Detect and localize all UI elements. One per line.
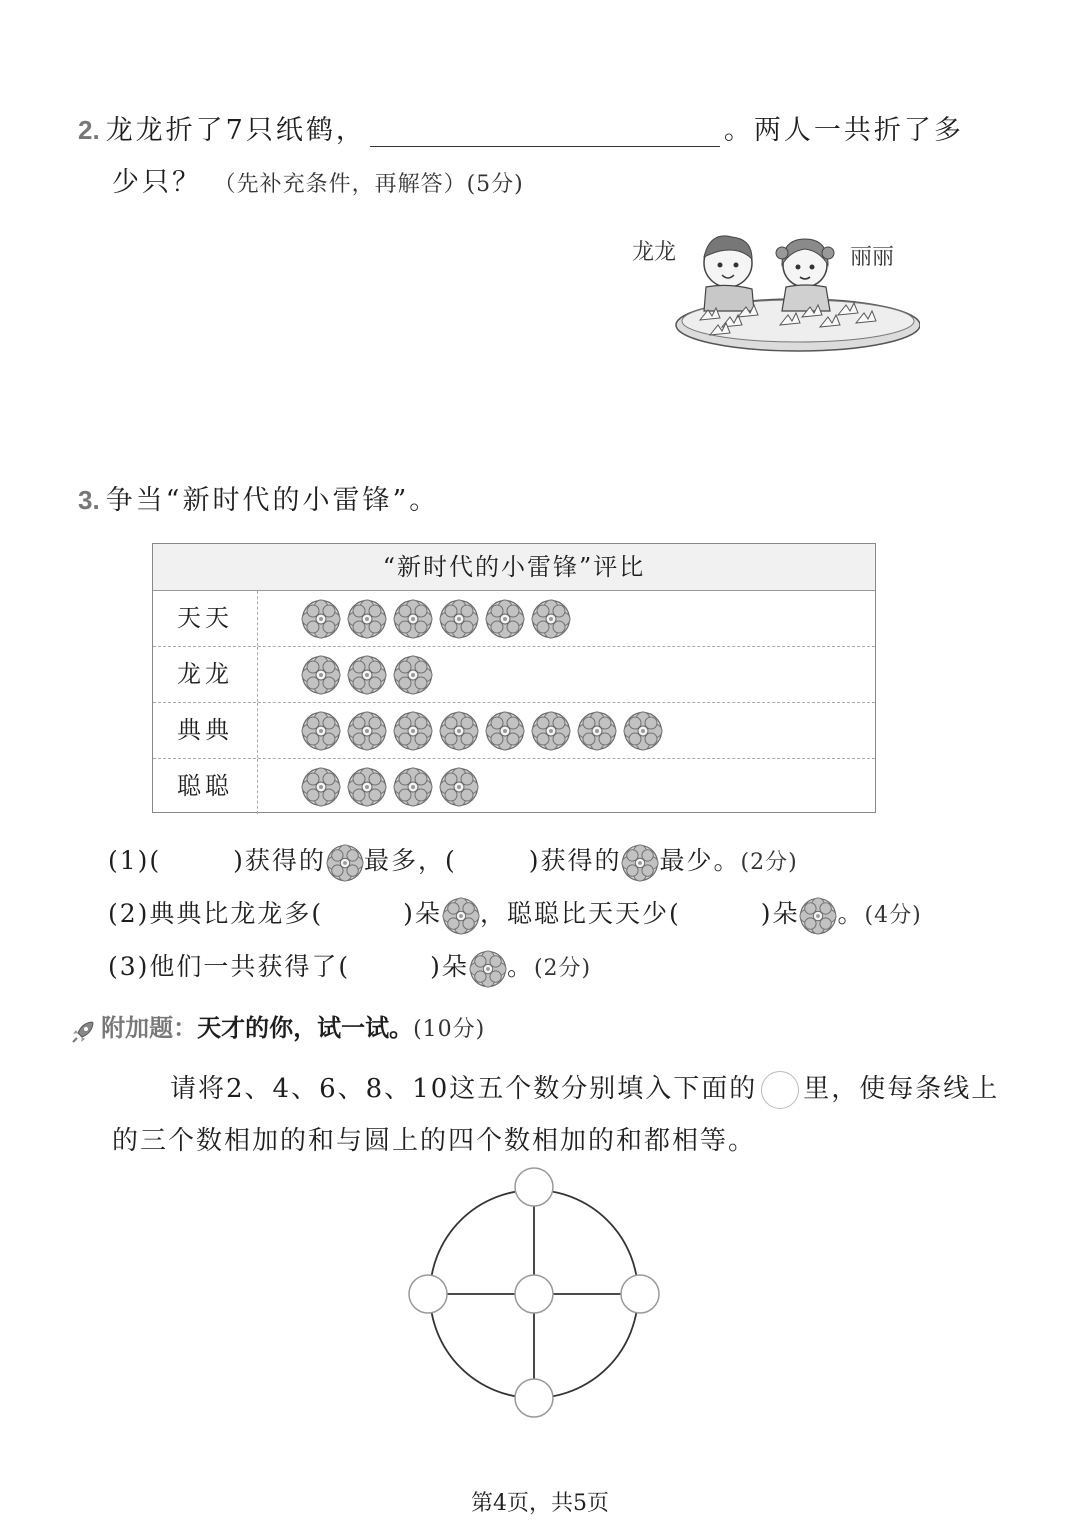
flower-icon (347, 767, 387, 807)
rocket-icon (70, 1019, 96, 1045)
sub1-part-d: )获得的 (528, 846, 622, 875)
circle-puzzle-diagram (400, 1160, 670, 1430)
sub1-part-c: 最多，( (363, 846, 457, 875)
flower-icon (469, 950, 507, 988)
question-3-title-line (78, 478, 439, 517)
circle-symbol (761, 1071, 799, 1109)
flower-icon (347, 711, 387, 751)
question-2-number: 2. (78, 115, 100, 145)
sub2-part-e: 。 (837, 899, 865, 928)
condition-blank[interactable] (370, 120, 720, 147)
bonus-title: 天才的你，试一试。 (197, 1014, 414, 1042)
question-2-line-2 (112, 160, 524, 199)
sub3-score: (2分) (533, 956, 592, 981)
number-slot-left[interactable] (409, 1275, 447, 1313)
row-flowers (301, 711, 669, 751)
illustration-name-lili: 丽丽 (850, 245, 895, 270)
flower-icon (347, 655, 387, 695)
table-row (153, 647, 875, 703)
bonus-line1-before: 请将2、4、6、8、10这五个数分别填入下面的 (170, 1074, 758, 1104)
question-3-number: 3. (78, 485, 100, 515)
sub2-part-c: ，聪聪比天天少( (479, 899, 681, 928)
flower-icon (439, 711, 479, 751)
sub2-part-d: )朵 (760, 899, 800, 928)
sub2-part-a: (2)典典比龙龙多( (108, 899, 324, 928)
row-name: 聪聪 (153, 759, 258, 814)
row-name: 天天 (153, 591, 258, 646)
question-2-line2-main: 少只？ (112, 167, 202, 198)
question-2-line-1 (78, 108, 964, 147)
flower-icon (301, 599, 341, 639)
flower-icon (393, 711, 433, 751)
sub-question-1 (108, 842, 798, 882)
flower-icon (393, 767, 433, 807)
sub1-part-e: 最少。 (659, 846, 741, 875)
flower-icon (577, 711, 617, 751)
flower-icon (621, 844, 659, 882)
evaluation-table (152, 543, 876, 813)
flower-icon (301, 655, 341, 695)
flower-icon (485, 599, 525, 639)
row-flowers (301, 599, 577, 639)
row-flowers (301, 767, 485, 807)
flower-icon (393, 599, 433, 639)
row-flowers (301, 655, 439, 695)
bonus-score: (10分) (413, 1017, 486, 1042)
bonus-heading (70, 1008, 485, 1045)
table-row (153, 703, 875, 759)
bonus-line-2: 的三个数相加的和与圆上的四个数相加的和都相等。 (112, 1126, 757, 1156)
flower-icon (439, 599, 479, 639)
sub1-part-a: (1)( (108, 846, 162, 875)
flower-icon (347, 599, 387, 639)
row-name: 龙龙 (153, 647, 258, 702)
bonus-line-1 (170, 1068, 999, 1109)
row-name: 典典 (153, 703, 258, 758)
flower-icon (623, 711, 663, 751)
sub3-part-a: (3)他们一共获得了( (108, 952, 351, 981)
flower-icon (531, 711, 571, 751)
sub3-part-b: )朵 (430, 952, 469, 981)
illustration-name-longlong: 龙龙 (632, 240, 677, 265)
table-row (153, 759, 875, 814)
number-slot-bottom[interactable] (515, 1379, 553, 1417)
question-2-text-before: 龙龙折了7只纸鹤， (105, 115, 366, 146)
sub3-part-c: 。 (506, 952, 534, 981)
flower-icon (799, 897, 837, 935)
page-footer: 第4页，共5页 (471, 1491, 609, 1516)
sub-question-3 (108, 948, 591, 988)
sub1-score: (2分) (740, 850, 798, 875)
question-2-text-after: 。两人一共折了多 (723, 115, 964, 146)
flower-icon (531, 599, 571, 639)
sub2-score: (4分) (864, 903, 922, 928)
sub-question-2 (108, 895, 922, 935)
number-slot-right[interactable] (621, 1275, 659, 1313)
bonus-label: 附加题： (101, 1014, 198, 1042)
flower-icon (301, 711, 341, 751)
evaluation-table-title: “新时代的小雷锋”评比 (153, 544, 875, 591)
flower-icon (301, 767, 341, 807)
question-3-title: 争当“新时代的小雷锋”。 (105, 485, 440, 516)
flower-icon (393, 655, 433, 695)
table-row (153, 591, 875, 647)
flower-icon (439, 767, 479, 807)
sub1-part-b: )获得的 (233, 846, 326, 875)
question-2-note: （先补充条件，再解答）(5分) (213, 172, 524, 197)
children-folding-cranes-illustration (670, 225, 920, 355)
number-slot-top[interactable] (515, 1168, 553, 1206)
flower-icon (442, 897, 480, 935)
flower-icon (326, 844, 364, 882)
number-slot-center[interactable] (515, 1275, 553, 1313)
flower-icon (485, 711, 525, 751)
sub2-part-b: )朵 (403, 899, 442, 928)
bonus-line1-after: 里，使每条线上 (803, 1074, 1000, 1104)
